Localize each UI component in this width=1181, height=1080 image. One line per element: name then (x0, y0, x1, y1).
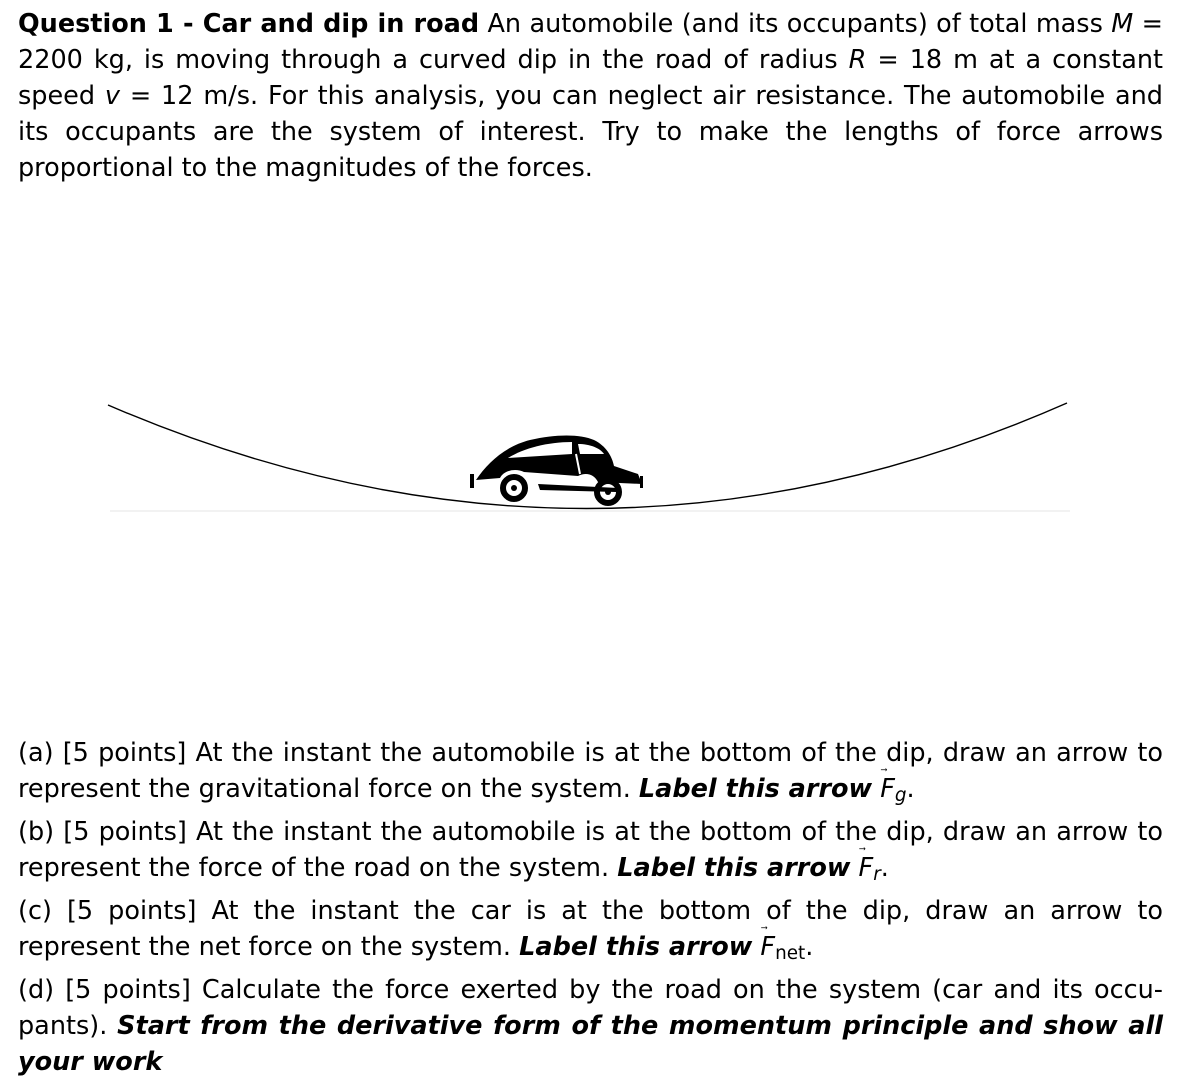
part-b-end: . (880, 853, 889, 884)
f-r-symbol: F (858, 853, 874, 884)
part-b-label-instruction: Label this arrow (617, 853, 851, 884)
f-r-vector (859, 850, 874, 886)
f-r-subscript: r (873, 864, 881, 886)
f-net-symbol: F (760, 932, 776, 963)
f-g-vector (880, 771, 895, 807)
f-net-subscript: net (775, 943, 806, 965)
car-icon (470, 436, 643, 504)
vector-arrow-icon (880, 768, 895, 782)
vector-arrow-icon (859, 847, 874, 861)
question-intro (18, 6, 1163, 186)
part-a-end: . (906, 774, 915, 804)
part-d-text: (d) [5 points] Calculate the force exerted by the road on the system (car and its occu-pants). (18, 975, 1163, 1042)
intro-text-3: = 18 m at a constant speed (18, 45, 1163, 111)
f-g-symbol: F (880, 774, 895, 804)
vector-arrow-icon (760, 926, 775, 940)
radius-symbol: R (848, 45, 867, 75)
part-a-label-instruction: Label this arrow (638, 774, 873, 804)
question-parts (18, 735, 1163, 1080)
part-a (18, 735, 1163, 814)
part-c-text: (c) [5 points] At the instant the car is at the bottom of the dip, draw an arrow to represent the net force on the system. (18, 896, 1163, 963)
part-c-end: . (805, 932, 814, 963)
part-b (18, 814, 1163, 893)
intro-text-1: An automobile (and its occupants) of total mass (479, 9, 1112, 39)
part-c (18, 893, 1163, 972)
part-d (18, 972, 1163, 1080)
intro-text-2: = 2200 kg, is moving through a curved dip in the road of radius (18, 9, 1163, 75)
part-b-text: (b) [5 points] At the instant the automobile is at the bottom of the dip, draw an arrow to represent the force of the road on the system. (18, 817, 1163, 884)
intro-text-4: = 12 m/s. For this analysis, you can neglect air resistance. The automobile and its occupants are the system of interest. Try to make the lengths of force arrows proportional to the magnitudes of the forces. (18, 81, 1163, 183)
mass-symbol: M (1111, 9, 1134, 39)
f-g-subscript: g (894, 785, 907, 807)
dip-in-road-diagram (100, 395, 1080, 525)
f-net-vector (760, 929, 775, 965)
speed-symbol: v (104, 81, 120, 111)
part-d-instruction: Start from the derivative form of the momentum principle and show all your work (18, 1011, 1163, 1078)
part-c-label-instruction: Label this arrow (519, 932, 753, 963)
question-heading: Question 1 - Car and dip in road (18, 9, 480, 39)
part-a-text: (a) [5 points] At the instant the automobile is at the bottom of the dip, draw an arrow to represent the gravitational force on the system. (18, 738, 1163, 804)
